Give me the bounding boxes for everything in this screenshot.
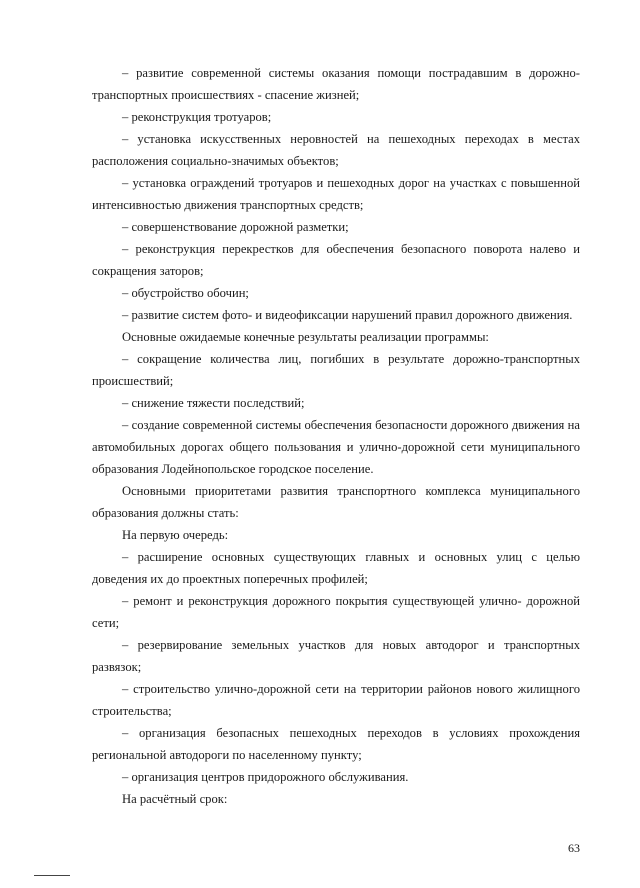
paragraph: – расширение основных существующих главных и основных улиц с целью доведения их до проектных поперечных профилей; (92, 550, 580, 586)
paragraph: – установка искусственных неровностей на пешеходных переходах в местах расположения социально-значимых объектов; (92, 132, 580, 168)
paragraph: – совершенствование дорожной разметки; (122, 220, 349, 234)
paragraph: – развитие современной системы оказания помощи пострадавшим в дорожно-транспортных происшествиях - спасение жизней; (92, 66, 580, 102)
paragraph: На первую очередь: (122, 528, 229, 542)
paragraph: – обустройство обочин; (122, 286, 249, 300)
paragraph: Основными приоритетами развития транспортного комплекса муниципального образования должны стать: (92, 484, 580, 520)
paragraph: – реконструкция тротуаров; (122, 110, 272, 124)
paragraph: – ремонт и реконструкция дорожного покрытия существующей улично- дорожной сети; (92, 594, 580, 630)
paragraph: – сокращение количества лиц, погибших в результате дорожно-транспортных происшествий; (92, 352, 580, 388)
paragraph: – установка ограждений тротуаров и пешеходных дорог на участках с повышенной интенсивностью движения транспортных средств; (92, 176, 580, 212)
paragraph: – развитие систем фото- и видеофиксации нарушений правил дорожного движения. (122, 308, 573, 322)
paragraph: – резервирование земельных участков для новых автодорог и транспортных развязок; (92, 638, 580, 674)
paragraph: – организация центров придорожного обслуживания. (122, 770, 409, 784)
body-text (92, 62, 580, 810)
paragraph: На расчётный срок: (122, 792, 228, 806)
paragraph: – строительство улично-дорожной сети на территории районов нового жилищного строительства; (92, 682, 580, 718)
paragraph: – снижение тяжести последствий; (122, 396, 305, 410)
page-number: 63 (568, 841, 580, 855)
paragraph: – организация безопасных пешеходных переходов в условиях прохождения региональной автодороги по населенному пункту; (92, 726, 580, 762)
paragraph: – создание современной системы обеспечения безопасности дорожного движения на автомобильных дорогах общего пользования и улично-дорожной сети муниципального образования Лодейнопольское городское поселение. (92, 418, 580, 476)
paragraph: – реконструкция перекрестков для обеспечения безопасного поворота налево и сокращения заторов; (92, 242, 580, 278)
paragraph: Основные ожидаемые конечные результаты реализации программы: (122, 330, 489, 344)
footer-divider (34, 875, 70, 876)
